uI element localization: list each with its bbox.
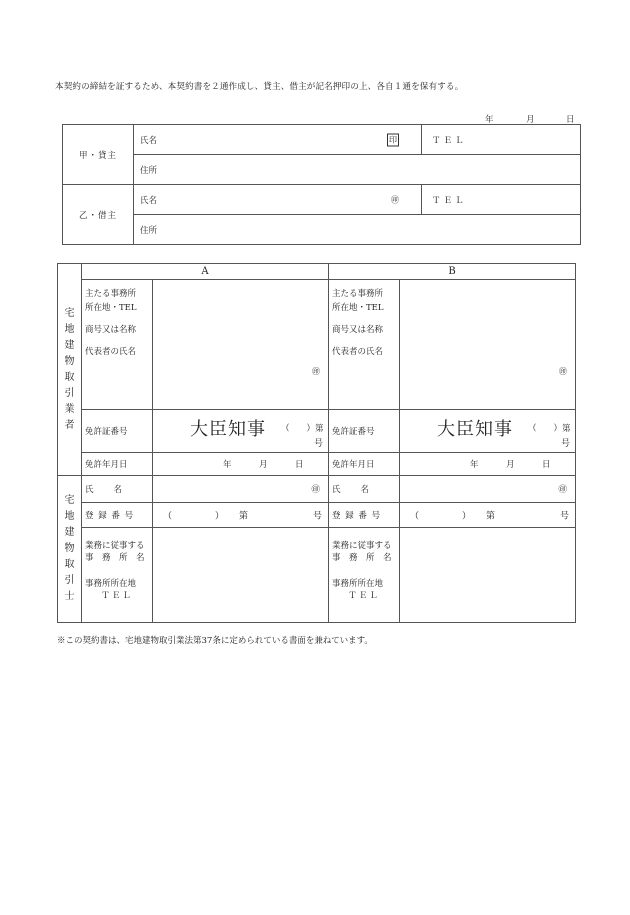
license-type-b: 大臣知事 xyxy=(437,419,514,440)
license-month-b: 月 xyxy=(506,460,515,470)
license-type-a: 大臣知事 xyxy=(190,419,266,440)
lessee-name-field[interactable] xyxy=(134,185,422,215)
biz-label: 代表者の氏名 xyxy=(85,347,137,357)
lessor-tel-field[interactable]: ＴＥＬ xyxy=(422,125,581,155)
biz-label: 商号又は名称 xyxy=(85,325,137,335)
date-year: 年 xyxy=(485,115,494,125)
lessee-role: 乙・借主 xyxy=(63,185,134,245)
broker-name-label-a: 氏 名 xyxy=(82,476,153,503)
date-month: 月 xyxy=(526,115,535,125)
license-date-field-b[interactable] xyxy=(400,453,576,476)
work-label: 業務に従事する xyxy=(332,541,392,551)
work-label: 事務所所在地 xyxy=(85,579,137,589)
work-label: 事務所所在地 xyxy=(332,579,384,589)
license-number-b: （ ）第 xyxy=(528,424,571,434)
biz-label: 商号又は名称 xyxy=(332,325,384,335)
reg-label-b: 登 録 番 号 xyxy=(329,503,400,528)
license-day-b: 日 xyxy=(542,460,551,470)
reg-go-b: 号 xyxy=(560,511,570,522)
broker-seal-b: ㊞ xyxy=(558,485,568,495)
reg-field-a[interactable] xyxy=(153,503,329,528)
biz-label: 主たる事務所 xyxy=(332,289,384,299)
broker-header-cell xyxy=(58,476,82,623)
lessor-name-label: 氏名 xyxy=(140,135,158,146)
biz-info-field-a[interactable] xyxy=(153,280,329,410)
license-date-label-b: 免許年月日 xyxy=(329,453,400,476)
lessee-name-label: 氏名 xyxy=(140,195,158,206)
work-label: ＴＥＬ xyxy=(101,591,133,601)
reg-label-a: 登 録 番 号 xyxy=(82,503,153,528)
broker-name-field-a[interactable] xyxy=(153,476,329,503)
license-year-b: 年 xyxy=(470,460,479,470)
work-labels-b xyxy=(329,528,400,623)
business-header-cell xyxy=(58,264,82,476)
biz-seal-a: ㊞ xyxy=(312,367,321,376)
broker-seal-a: ㊞ xyxy=(311,485,321,495)
license-go-b: 号 xyxy=(561,439,571,449)
license-month-a: 月 xyxy=(259,460,268,470)
lessor-name-field[interactable] xyxy=(134,125,422,155)
reg-go-a: 号 xyxy=(313,511,323,522)
license-date-label-a: 免許年月日 xyxy=(82,453,153,476)
work-field-b[interactable] xyxy=(400,528,576,623)
biz-info-field-b[interactable] xyxy=(400,280,576,410)
lessee-tel-field[interactable]: ＴＥＬ xyxy=(422,185,581,215)
license-label-b: 免許証番号 xyxy=(329,410,400,453)
biz-label: 所在地・TEL xyxy=(332,303,384,313)
license-go-a: 号 xyxy=(314,439,324,449)
biz-label: 所在地・TEL xyxy=(85,303,137,313)
biz-label: 代表者の氏名 xyxy=(332,347,384,357)
lessor-address-field[interactable]: 住所 xyxy=(134,155,581,185)
broker-name-label-b: 氏 名 xyxy=(329,476,400,503)
work-labels-a xyxy=(82,528,153,623)
reg-dai-b: 第 xyxy=(486,511,496,522)
agent-table xyxy=(57,263,576,623)
business-header: 宅地建物取引業者 xyxy=(64,307,75,431)
intro-text: 本契約の締結を証するため、本契約書を２通作成し、貸主、借主が記名押印の上、各自１通を保有する。 xyxy=(55,82,464,92)
party-table xyxy=(62,124,581,245)
lessee-address-field[interactable]: 住所 xyxy=(134,215,581,245)
license-year-a: 年 xyxy=(223,460,232,470)
column-b-header: B xyxy=(329,264,576,280)
license-field-b[interactable] xyxy=(400,410,576,453)
date-day: 日 xyxy=(566,115,575,125)
biz-labels-a xyxy=(82,280,153,410)
column-a-header: A xyxy=(82,264,329,280)
work-label: 事 務 所 名 xyxy=(332,553,392,563)
biz-label: 主たる事務所 xyxy=(85,289,137,299)
reg-close-b: ） xyxy=(462,511,472,522)
work-label: 業務に従事する xyxy=(85,541,145,551)
license-label-a: 免許証番号 xyxy=(82,410,153,453)
work-label: 事 務 所 名 xyxy=(85,553,145,563)
license-day-a: 日 xyxy=(295,460,304,470)
broker-name-field-b[interactable] xyxy=(400,476,576,503)
work-field-a[interactable] xyxy=(153,528,329,623)
lessee-seal: ㊞ xyxy=(391,195,399,204)
lessor-role: 甲・貸主 xyxy=(63,125,134,185)
reg-open-a: （ xyxy=(163,511,173,522)
footnote: ※この契約書は、宅地建物取引業法第37条に定められている書面を兼ねています。 xyxy=(57,636,373,646)
biz-seal-b: ㊞ xyxy=(559,367,568,376)
license-number-a: （ ）第 xyxy=(281,424,324,434)
reg-open-b: （ xyxy=(410,511,420,522)
work-label: ＴＥＬ xyxy=(348,591,380,601)
lessor-seal: 印 xyxy=(389,135,397,144)
broker-header: 宅地建物取引士 xyxy=(64,495,75,602)
license-date-field-a[interactable] xyxy=(153,453,329,476)
biz-labels-b xyxy=(329,280,400,410)
reg-field-b[interactable] xyxy=(400,503,576,528)
reg-close-a: ） xyxy=(215,511,225,522)
license-field-a[interactable] xyxy=(153,410,329,453)
reg-dai-a: 第 xyxy=(239,511,249,522)
